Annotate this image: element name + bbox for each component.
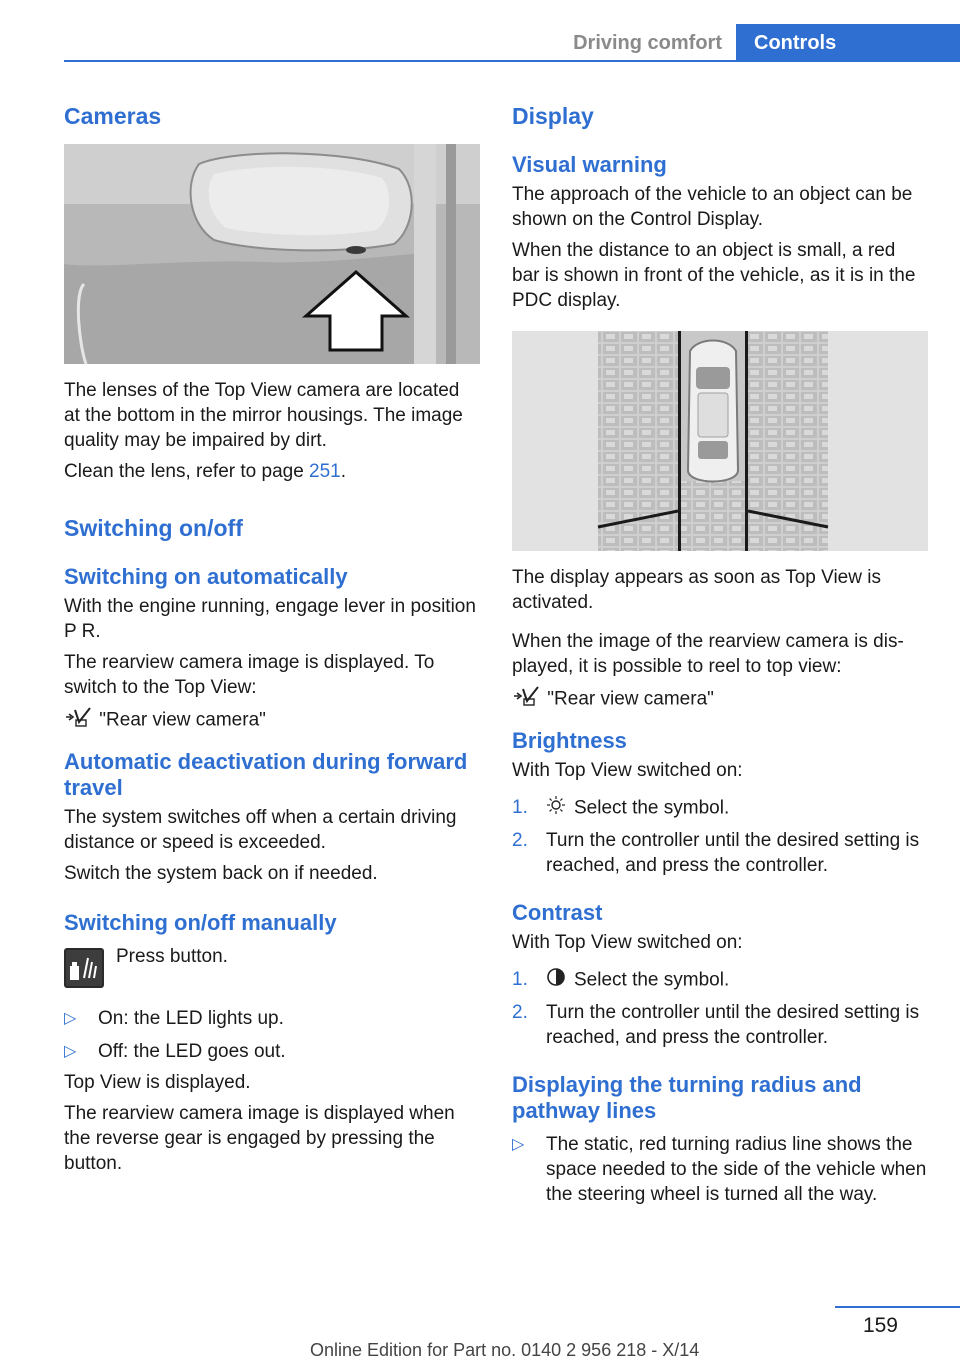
clean-lens-text <box>64 459 480 484</box>
step-text: Select the symbol. <box>574 797 730 819</box>
clean-lens-prefix: Clean the lens, refer to page <box>64 461 310 482</box>
turning-item-text: The static, red turning radius line shows the space needed to the side of the vehicle when the steering wheel is turned all the way. <box>546 1134 927 1205</box>
rear-view-camera-menu-right <box>512 685 928 714</box>
press-button-text: Press button. <box>116 946 228 967</box>
display-appears-text: The display appears as soon as Top View is activated. <box>512 567 881 613</box>
turning-radius-heading: Displaying the turning radius and pathway lines <box>512 1072 862 1123</box>
led-list <box>64 1006 480 1064</box>
top-view-button-icon <box>64 948 104 993</box>
switch-back-text: Switch the system back on if needed. <box>64 863 378 884</box>
triangle-bullet-icon: ▷ <box>64 1043 77 1060</box>
right-column <box>512 100 928 1207</box>
reel-text: When the image of the rearview camera is displayed, it is possible to reel to top view: <box>512 631 904 677</box>
camera-menu-icon <box>64 706 94 735</box>
step-number: 2. <box>512 830 528 851</box>
list-item <box>512 1000 928 1050</box>
step-number: 1. <box>512 969 528 990</box>
rearview-text: The rearview camera image is displayed. To switch to the Top View: <box>64 652 435 698</box>
auto-text: With the engine running, engage lever in position P R. <box>64 596 476 642</box>
rear-view-camera-label: "Rear view camera" <box>547 688 714 710</box>
page-header <box>0 0 960 64</box>
footer-rule <box>835 1306 960 1308</box>
list-item <box>512 828 928 878</box>
header-chapter-tab: Controls <box>736 24 960 62</box>
rear-view-camera-menu <box>64 706 480 735</box>
triangle-bullet-icon: ▷ <box>512 1136 525 1153</box>
cameras-heading: Cameras <box>64 103 162 129</box>
footer-edition: Online Edition for Part no. 0140 2 956 218 - X/14 <box>310 1340 700 1360</box>
rear-view-camera-label: "Rear view camera" <box>99 709 266 731</box>
manual-heading: Switching on/off manually <box>64 910 337 935</box>
press-button-row <box>64 944 480 992</box>
display-heading: Display <box>512 103 594 129</box>
visual-warning-heading: Visual warning <box>512 152 667 177</box>
brightness-icon <box>546 795 566 822</box>
brightness-heading: Brightness <box>512 728 627 753</box>
contrast-heading: Contrast <box>512 900 603 925</box>
top-view-display-image <box>512 331 928 551</box>
list-item <box>64 1006 480 1031</box>
auto-deactivation-text: The system switches off when a certain driving distance or speed is exceeded. <box>64 807 457 853</box>
top-view-illustration <box>512 331 928 551</box>
camera-menu-icon <box>512 685 542 714</box>
list-item <box>512 795 928 822</box>
contrast-intro: With Top View switched on: <box>512 932 743 953</box>
step-text: Select the symbol. <box>574 969 730 991</box>
cameras-text: The lenses of the Top View camera are located at the bottom in the mirror housings. The image quality may be impaired by dirt. <box>64 380 463 451</box>
triangle-bullet-icon: ▷ <box>64 1010 77 1027</box>
turning-radius-list <box>512 1132 928 1207</box>
led-item-text: On: the LED lights up. <box>98 1008 284 1029</box>
contrast-steps <box>512 967 928 1050</box>
header-rule <box>64 60 960 62</box>
reverse-text: The rearview camera image is displayed when the reverse gear is engaged by pressing the button. <box>64 1103 455 1174</box>
step-text: Turn the controller until the desired setting is reached, and press the controller. <box>546 830 920 876</box>
left-column <box>64 100 480 1176</box>
page-reference-link[interactable]: 251 <box>309 461 341 482</box>
top-view-displayed-text: Top View is displayed. <box>64 1072 251 1093</box>
list-item <box>512 967 928 994</box>
list-item <box>64 1039 480 1064</box>
contrast-icon <box>546 967 566 994</box>
step-number: 1. <box>512 797 528 818</box>
clean-lens-suffix: . <box>340 461 347 482</box>
auto-deactivation-heading: Automatic deactivation during forward travel <box>64 749 468 800</box>
step-number: 2. <box>512 1002 528 1023</box>
switching-heading: Switching on/off <box>64 515 243 541</box>
page-number: 159 <box>862 1314 898 1337</box>
auto-heading: Switching on automatically <box>64 564 348 589</box>
visual-text-2: When the distance to an object is small, a red bar is shown in front of the vehicle, as it is in the PDC display. <box>512 240 916 311</box>
header-section-title: Driving comfort <box>573 32 722 54</box>
list-item <box>512 1132 928 1207</box>
visual-text-1: The approach of the vehicle to an object can be shown on the Control Display. <box>512 184 913 230</box>
step-text: Turn the controller until the desired setting is reached, and press the controller. <box>546 1002 920 1048</box>
mirror-illustration <box>64 144 480 364</box>
brightness-steps <box>512 795 928 878</box>
led-item-text: Off: the LED goes out. <box>98 1041 286 1062</box>
brightness-intro: With Top View switched on: <box>512 760 743 781</box>
mirror-camera-photo <box>64 144 480 364</box>
